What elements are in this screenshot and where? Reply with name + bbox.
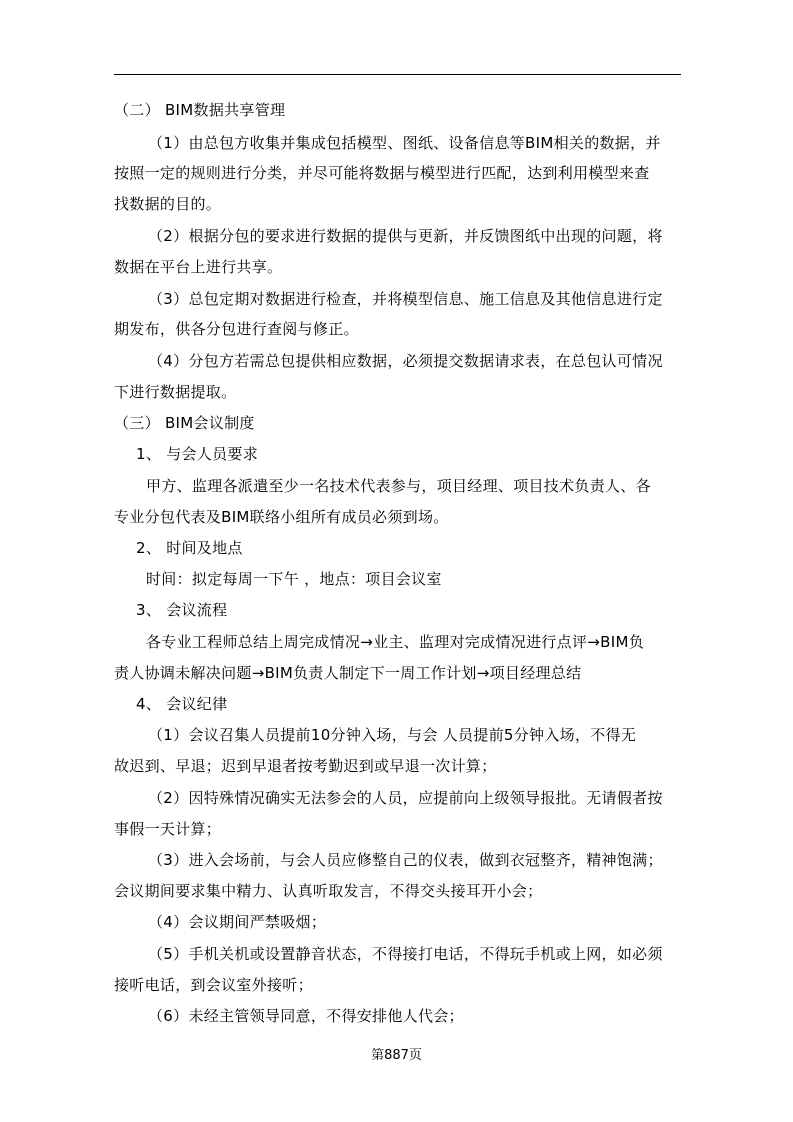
paragraph-line: 找数据的目的。 xyxy=(114,195,222,213)
page-number: 第887页 xyxy=(371,1048,422,1063)
paragraph-line: （4）分包方若需总包提供相应数据，必须提交数据请求表，在总包认可情况 xyxy=(148,352,663,370)
subheading-attendees: 1、 与会人员要求 xyxy=(136,445,259,463)
paragraph-line: 按照一定的规则进行分类，并尽可能将数据与模型进行匹配，达到利用模型来查 xyxy=(114,164,650,182)
paragraph-line: 下进行数据提取。 xyxy=(114,383,237,401)
paragraph-line: 时间：拟定每周一下午 ，地点：项目会议室 xyxy=(146,570,442,588)
paragraph-line: （5）手机关机或设置静音状态，不得接打电话，不得玩手机或上网，如必须 xyxy=(148,945,663,963)
paragraph-line: （2）根据分包的要求进行数据的提供与更新，并反馈图纸中出现的问题，将 xyxy=(148,227,663,245)
paragraph-line: 专业分包代表及BIM联络小组所有成员必须到场。 xyxy=(114,508,449,526)
header-rule xyxy=(114,74,681,75)
paragraph-line: （1）会议召集人员提前10分钟入场，与会 人员提前5分钟入场，不得无 xyxy=(148,726,637,744)
paragraph-line: （2）因特殊情况确实无法参会的人员，应提前向上级领导报批。无请假者按 xyxy=(148,789,663,807)
paragraph-line: 各专业工程师总结上周完成情况→业主、监理对完成情况进行点评→BIM负 xyxy=(146,633,644,651)
paragraph-line: （3）总包定期对数据进行检查，并将模型信息、施工信息及其他信息进行定 xyxy=(148,290,663,308)
paragraph-line: 会议期间要求集中精力、认真听取发言，不得交头接耳开小会； xyxy=(114,882,543,900)
paragraph-line: （4）会议期间严禁吸烟； xyxy=(148,913,327,931)
paragraph-line: （3）进入会场前，与会人员应修整自己的仪表，做到衣冠整齐，精神饱满； xyxy=(148,851,663,869)
paragraph-line: 期发布，供各分包进行查阅与修正。 xyxy=(114,320,359,338)
paragraph-line: 故迟到、早退；迟到早退者按考勤迟到或早退一次计算； xyxy=(114,757,497,775)
paragraph-line: （1）由总包方收集并集成包括模型、图纸、设备信息等BIM相关的数据，并 xyxy=(148,134,661,152)
section-heading-bim-data-sharing: （二） BIM数据共享管理 xyxy=(114,101,286,119)
paragraph-line: 责人协调未解决问题→BIM负责人制定下一周工作计划→项目经理总结 xyxy=(114,664,582,682)
subheading-meeting-flow: 3、 会议流程 xyxy=(136,601,228,619)
paragraph-line: （6）未经主管领导同意，不得安排他人代会； xyxy=(148,1007,464,1025)
paragraph-line: 甲方、监理各派遣至少一名技术代表参与，项目经理、项目技术负责人、各 xyxy=(146,477,651,495)
subheading-time-place: 2、 时间及地点 xyxy=(136,539,243,557)
section-heading-bim-meeting: （三） BIM会议制度 xyxy=(114,414,255,432)
paragraph-line: 数据在平台上进行共享。 xyxy=(114,258,283,276)
paragraph-line: 接听电话，到会议室外接听； xyxy=(114,976,313,994)
subheading-meeting-discipline: 4、 会议纪律 xyxy=(136,695,228,713)
paragraph-line: 事假一天计算； xyxy=(114,820,222,838)
